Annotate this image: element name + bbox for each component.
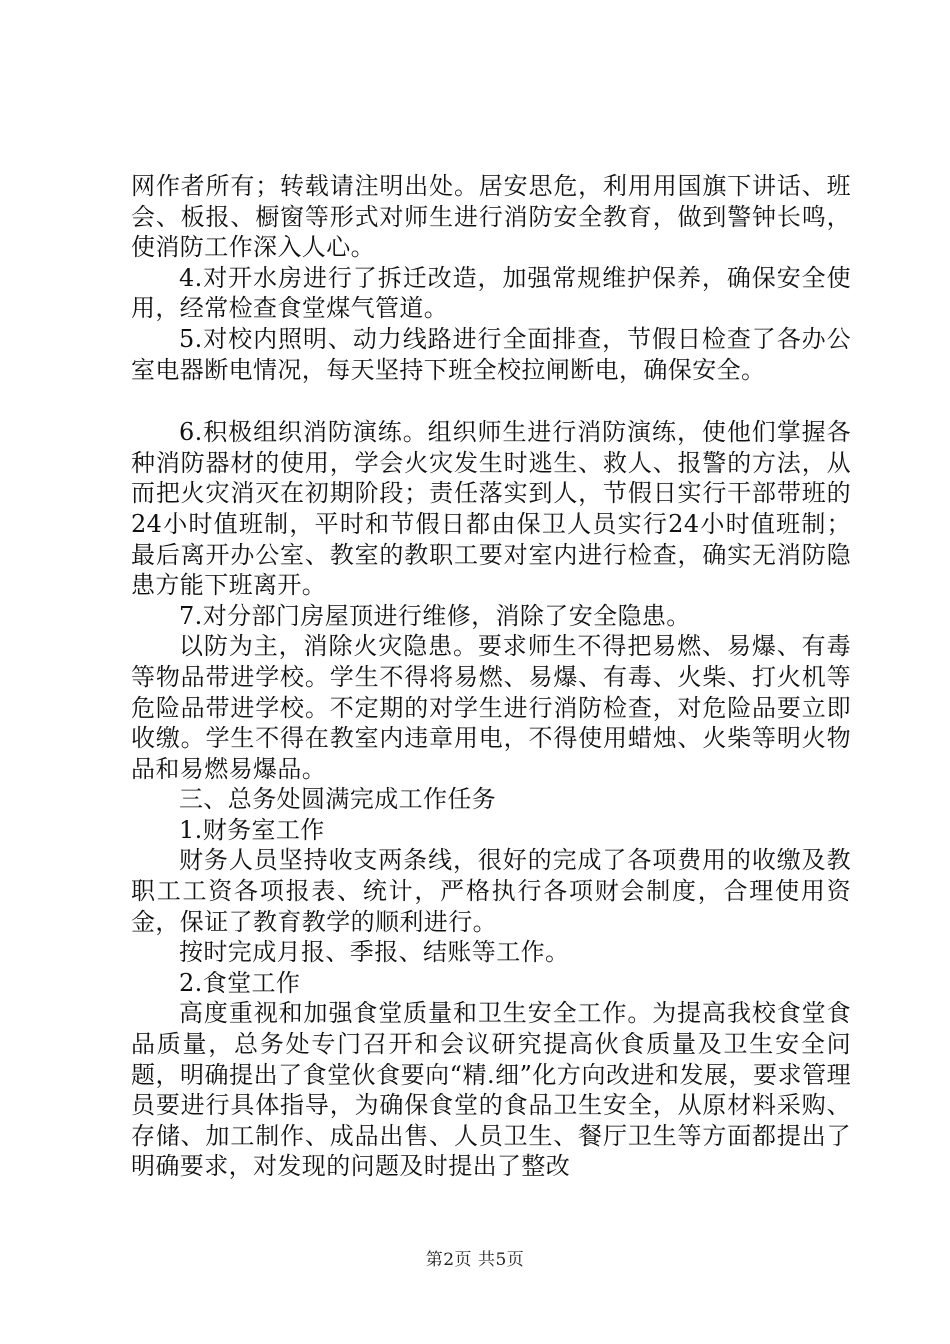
paragraph-item-5-wiring-check: 5.对校内照明、动力线路进行全面排查，节假日检查了各办公室电器断电情况，每天坚持下班全校拉闸断电，确保安全。 [131, 324, 851, 384]
page-number-footer: 第2页 共5页 [425, 1250, 525, 1270]
paragraph-monthly-reports: 按时完成月报、季报、结账等工作。 [179, 938, 570, 967]
subheading-finance-office: 1.财务室工作 [179, 815, 325, 844]
document-body [131, 171, 851, 1182]
paragraph-fire-education-continuation: 网作者所有；转载请注明出处。居安思危，利用用国旗下讲话、班会、板报、橱窗等形式对师生进行消防安全教育，做到警钟长鸣，使消防工作深入人心。 [131, 172, 851, 262]
paragraph-item-4-water-room: 4.对开水房进行了拆迁改造，加强常规维护保养，确保安全使用，经常检查食堂煤气管道。 [131, 263, 851, 323]
paragraph-fire-prevention: 以防为主，消除火灾隐患。要求师生不得把易燃、易爆、有毒等物品带进学校。学生不得将易燃、易爆、有毒、火柴、打火机等危险品带进学校。不定期的对学生进行消防检查，对危险品要立即收缴。学生不得在教室内违章用电，不得使用蜡烛、火柴等明火物品和易燃易爆品。 [131, 632, 851, 783]
paragraph-finance-work: 财务人员坚持收支两条线，很好的完成了各项费用的收缴及教职工工资各项报表、统计，严格执行各项财会制度，合理使用资金，保证了教育教学的顺利进行。 [131, 846, 851, 936]
section-heading-general-affairs: 三、总务处圆满完成工作任务 [179, 785, 497, 814]
subheading-canteen: 2.食堂工作 [179, 968, 301, 997]
paragraph-item-6-fire-drill: 6.积极组织消防演练。组织师生进行消防演练，使他们掌握各种消防器材的使用，学会火灾发生时逃生、救人、报警的方法，从而把火灾消灭在初期阶段；责任落实到人，节假日实行干部带班的24小时值班制，平时和节假日都由保卫人员实行24小时值班制；最后离开办公室、教室的教职工要对室内进行检查，确实无消防隐患方能下班离开。 [131, 418, 851, 600]
paragraph-canteen-work: 高度重视和加强食堂质量和卫生安全工作。为提高我校食堂食品质量，总务处专门召开和会议研究提高伙食质量及卫生安全问题，明确提出了食堂伙食要向“精.细”化方向改进和发展，要求管理员要进行具体指导，为确保食堂的食品卫生安全，从原材料采购、存储、加工制作、成品出售、人员卫生、餐厅卫生等方面都提出了明确要求，对发现的问题及时提出了整改 [131, 999, 851, 1181]
paragraph-item-7-roof-repair: 7.对分部门房屋顶进行维修，消除了安全隐患。 [179, 601, 691, 630]
